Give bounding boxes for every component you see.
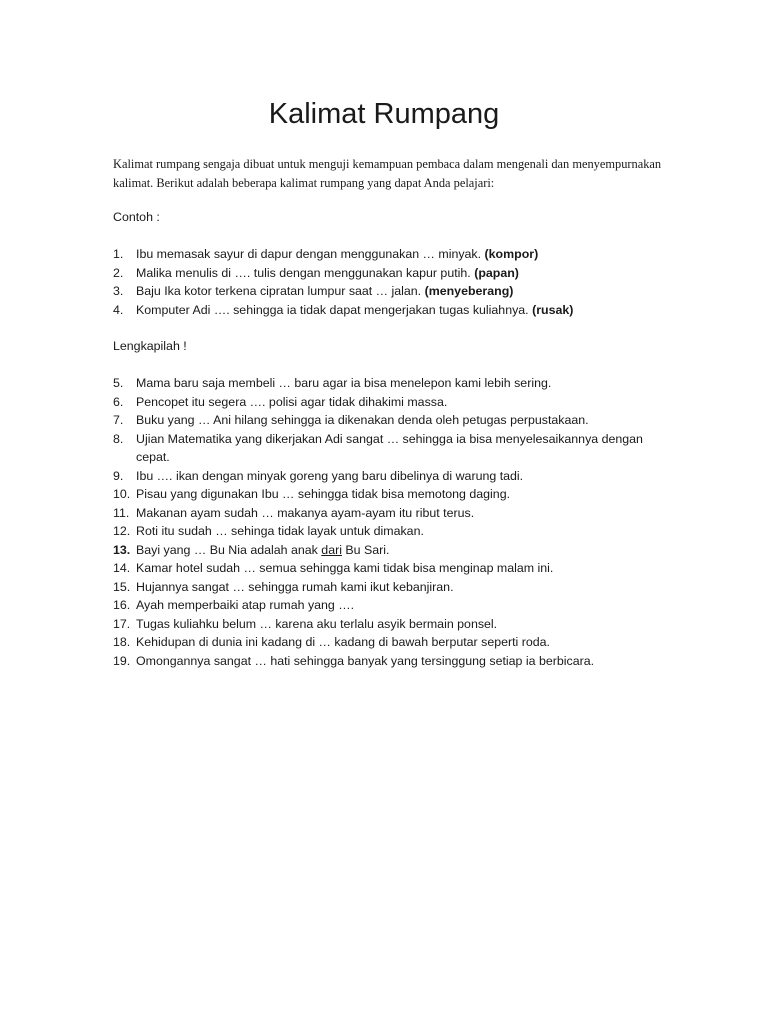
exercise-item: [113, 485, 673, 504]
item-text: Komputer Adi …. sehingga ia tidak dapat mengerjakan tugas kuliahnya.: [136, 302, 533, 317]
item-number: 1.: [113, 247, 124, 261]
example-item: [113, 282, 673, 301]
exercise-item: [113, 467, 673, 486]
exercise-item: [113, 374, 673, 393]
item-text: Kamar hotel sudah … semua sehingga kami tidak bisa menginap malam ini.: [136, 561, 554, 575]
item-number: 13.: [113, 542, 131, 557]
intro-paragraph: Kalimat rumpang sengaja dibuat untuk menguji kemampuan pembaca dalam mengenali dan menyempurnakan kalimat. Berikut adalah beberapa kalimat rumpang yang dapat Anda pelajari:: [113, 157, 662, 190]
item-text: Buku yang … Ani hilang sehingga ia dikenakan denda oleh petugas perpustakaan.: [136, 413, 589, 427]
item-text: Tugas kuliahku belum … karena aku terlalu asyik bermain ponsel.: [136, 616, 498, 631]
exercise-item: [113, 541, 673, 560]
item-number: 14.: [113, 561, 131, 575]
example-item: [113, 245, 673, 264]
item-text: Kehidupan di dunia ini kadang di … kadang di bawah berputar seperti roda.: [136, 635, 550, 649]
item-number: 12.: [113, 524, 131, 538]
item-answer: (papan): [474, 265, 519, 280]
exercise-item: [113, 652, 673, 671]
item-text: Pencopet itu segera …. polisi agar tidak dihakimi massa.: [136, 394, 448, 409]
item-text: Baju Ika kotor terkena cipratan lumpur saat … jalan.: [136, 284, 425, 298]
item-text: Ibu memasak sayur di dapur dengan menggunakan … minyak.: [136, 247, 485, 261]
exercise-item: [113, 411, 673, 430]
item-number: 5.: [113, 376, 124, 390]
item-number: 10.: [113, 487, 131, 501]
exercise-item: [113, 430, 673, 467]
item-number: 19.: [113, 653, 131, 668]
item-number: 4.: [113, 302, 124, 317]
item-text: Malika menulis di …. tulis dengan menggunakan kapur putih.: [136, 265, 475, 280]
item-number: 18.: [113, 635, 131, 649]
item-text: Pisau yang digunakan Ibu … sehingga tidak bisa memotong daging.: [136, 487, 511, 501]
exercise-item: [113, 393, 673, 412]
underlined-word: dari: [321, 542, 342, 557]
item-text: Roti itu sudah … sehinga tidak layak untuk dimakan.: [136, 524, 424, 538]
examples-list: [113, 245, 673, 319]
item-number: 9.: [113, 468, 124, 483]
exercise-item: [113, 596, 673, 615]
item-number: 11.: [113, 505, 130, 520]
examples-label: Contoh :: [113, 210, 160, 224]
exercise-item: [113, 559, 673, 578]
page-title: Kalimat Rumpang: [268, 98, 500, 130]
item-answer: (kompor): [484, 247, 539, 261]
exercise-item: [113, 504, 673, 523]
item-text-end: Bu Sari.: [341, 542, 390, 557]
exercise-item: [113, 578, 673, 597]
item-text: Ibu …. ikan dengan minyak goreng yang baru dibelinya di warung tadi.: [136, 468, 524, 483]
item-number: 6.: [113, 394, 124, 409]
item-text: Makanan ayam sudah … makanya ayam-ayam itu ribut terus.: [136, 505, 475, 520]
exercise-item: [113, 633, 673, 652]
item-text: Omongannya sangat … hati sehingga banyak yang tersinggung setiap ia berbicara.: [136, 653, 595, 668]
exercises-list: [113, 374, 673, 670]
exercise-item: [113, 615, 673, 634]
item-number: 16.: [113, 598, 131, 612]
item-number: 17.: [113, 616, 131, 631]
example-item: [113, 301, 673, 320]
item-text: Bayi yang … Bu Nia adalah anak: [136, 542, 322, 557]
item-text: Mama baru saja membeli … baru agar ia bisa menelepon kami lebih sering.: [136, 376, 552, 390]
item-text: Hujannya sangat … sehingga rumah kami ikut kebanjiran.: [136, 579, 454, 594]
item-number: 7.: [113, 413, 124, 427]
exercise-item: [113, 522, 673, 541]
item-answer: (rusak): [532, 302, 574, 317]
item-answer: (menyeberang): [424, 284, 514, 298]
item-number: 3.: [113, 284, 124, 298]
item-text: Ujian Matematika yang dikerjakan Adi sangat … sehingga ia bisa menyelesaikannya dengan cepat.: [136, 431, 643, 464]
example-item: [113, 264, 673, 283]
exercises-label: Lengkapilah !: [113, 339, 187, 353]
item-text: Ayah memperbaiki atap rumah yang ….: [136, 598, 355, 612]
item-number: 15.: [113, 579, 131, 594]
item-number: 2.: [113, 265, 124, 280]
item-number: 8.: [113, 431, 124, 446]
